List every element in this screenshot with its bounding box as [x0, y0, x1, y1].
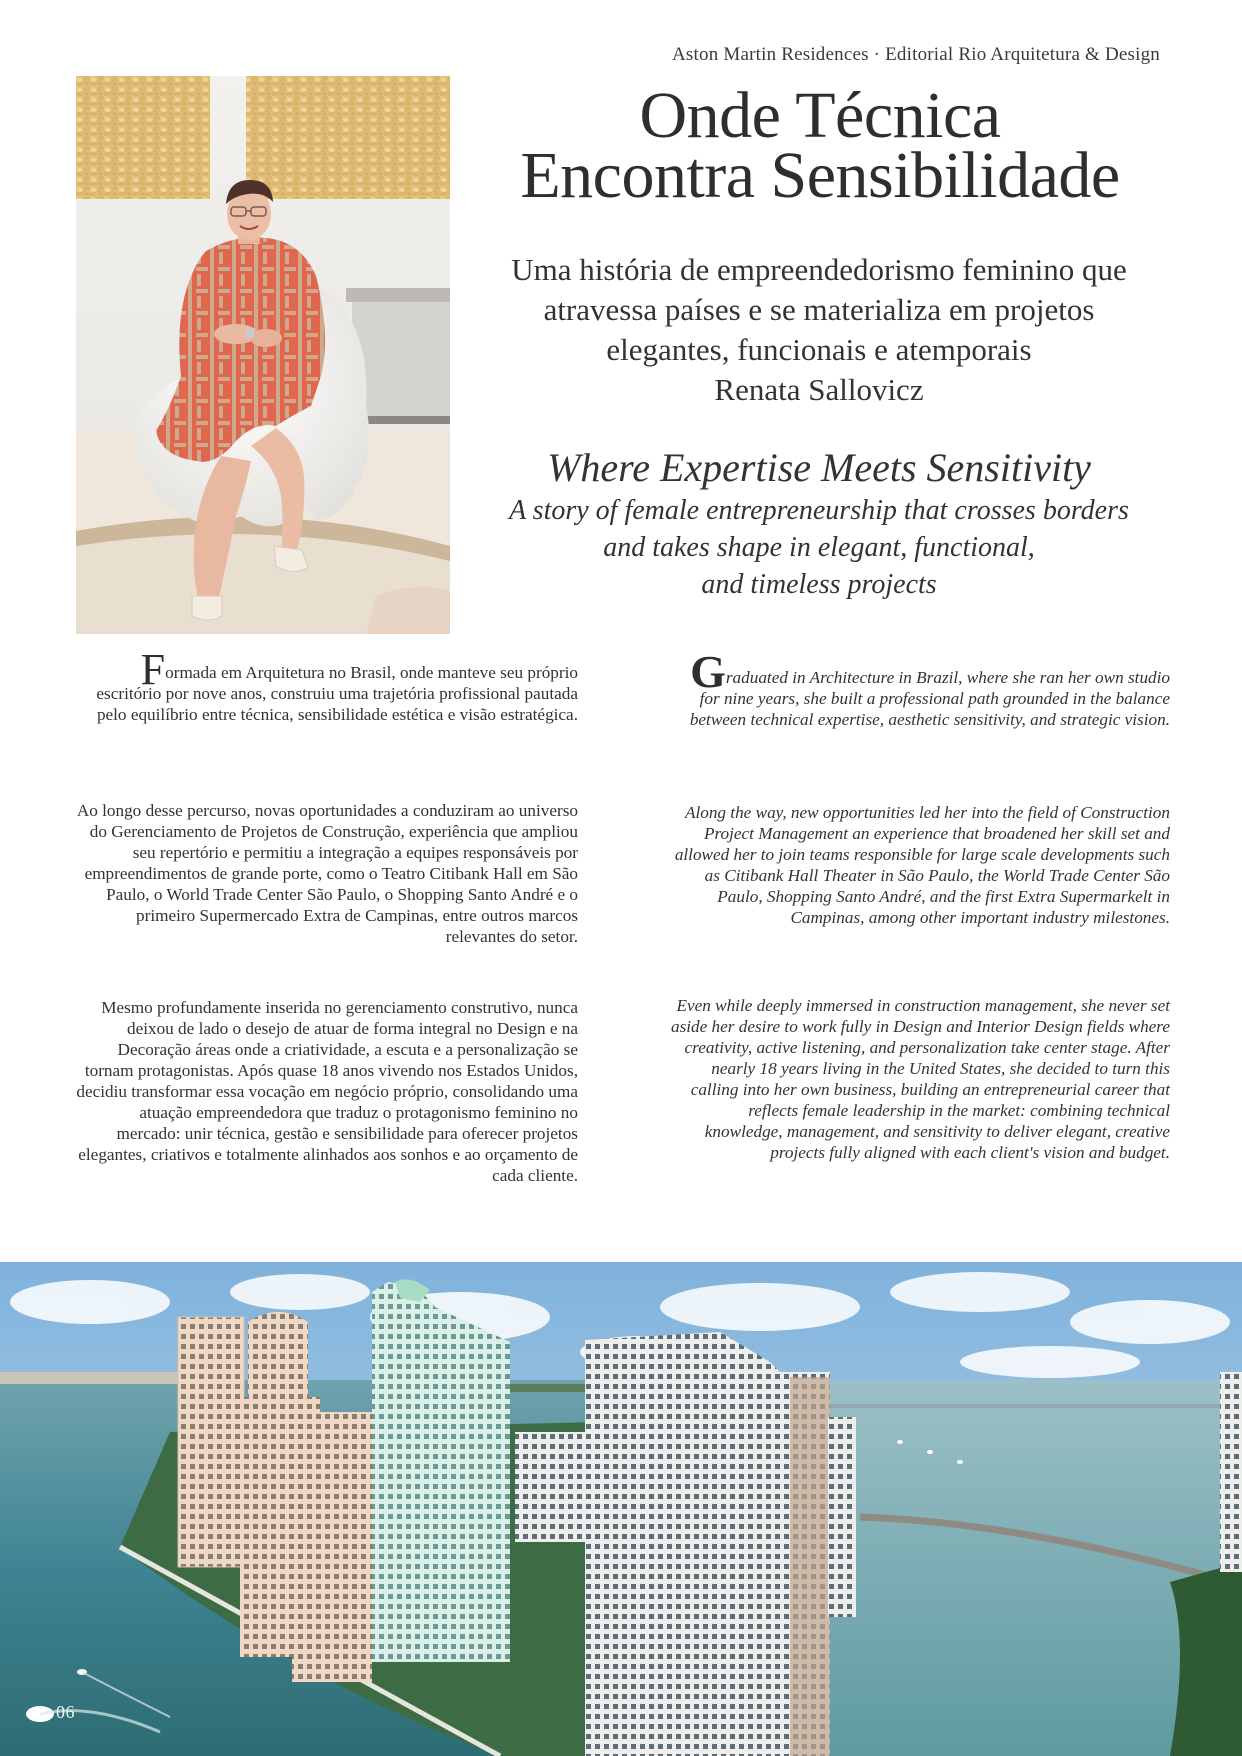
- body-en-paragraph-1: [670, 646, 1170, 730]
- headline-english: Where Expertise Meets Sensitivity: [547, 445, 1091, 490]
- headline-line-1: Onde Técnica: [639, 79, 1001, 152]
- paragraph-text: ormada em Arquitetura no Brasil, onde manteve seu próprio escritório por nove anos, construiu uma trajetória profissional pautada pelo equilíbrio entre técnica, sensibilidade estética e visão estratégica.: [96, 663, 578, 724]
- subtitle-pt-line-2: atravessa países e se materializa em projetos: [543, 292, 1095, 327]
- body-pt-paragraph-3: [76, 997, 578, 1186]
- headline-line-2: Encontra Sensibilidade: [520, 139, 1120, 212]
- paragraph-text: raduated in Architecture in Brazil, where she ran her own studio for nine years, she built a professional path grounded in the balance between technical expertise, aesthetic sensitivity, and strategic vision.: [689, 668, 1170, 729]
- publication-kicker: Aston Martin Residences · Editorial Rio Arquitetura & Design: [672, 44, 1160, 65]
- page-number: 06: [56, 1702, 75, 1722]
- subtitle-portuguese: [462, 250, 1176, 410]
- subtitle-pt-line-3: elegantes, funcionais e atemporais: [606, 332, 1032, 367]
- subtitle-pt-line-1: Uma história de empreendedorismo feminino que: [511, 252, 1127, 287]
- paragraph-text: Mesmo profundamente inserida no gerenciamento construtivo, nunca deixou de lado o desejo de atuar de forma integral no Design e na Decoração áreas onde a criatividade, a escuta e a personalização se tornam protagonistas. Após quase 18 anos vivendo nos Estados Unidos, decidiu transformar essa vocação em negócio próprio, consolidando uma atuação empreendedora que traduz o protagonismo feminino no mercado: unir técnica, gestão e sensibilidade para oferecer projetos elegantes, criativos e totalmente alinhados aos sonhos e ao orçamento de cada cliente.: [76, 998, 578, 1185]
- paragraph-text: Ao longo desse percurso, novas oportunidades a conduziram ao universo do Gerenciamento de Projetos de Construção, experiência que ampliou seu repertório e permitiu a integração a equipes responsáveis por empreendimentos de grande porte, como o Teatro Citibank Hall em São Paulo, o World Trade Center São Paulo, o Shopping Santo André e o primeiro Supermercado Extra de Campinas, entre outros marcos relevantes do setor.: [76, 801, 578, 946]
- drop-cap: G: [690, 646, 726, 697]
- subtitle-en-line-1: A story of female entrepreneurship that crosses borders: [509, 495, 1129, 526]
- paragraph-text: Along the way, new opportunities led her into the field of Construction Project Management an experience that broadened her skill set and allowed her to join teams responsible for large scale developments such as Citibank Hall Theater in São Paulo, the World Trade Center São Paulo, Shopping Santo André, and the first Extra Supermarkelt in Campinas, among other important industry milestones.: [674, 803, 1170, 927]
- subtitle-english: [462, 492, 1176, 603]
- body-pt-paragraph-2: [76, 800, 578, 947]
- cityscape-photo: [0, 1262, 1242, 1756]
- subtitle-en-line-3: and timeless projects: [701, 569, 937, 600]
- subtitle-en-line-2: and takes shape in elegant, functional,: [603, 532, 1035, 563]
- body-en-paragraph-2: [670, 802, 1170, 928]
- portrait-photo: [76, 76, 450, 634]
- body-pt-paragraph-1: [76, 645, 578, 725]
- headline: [460, 79, 1180, 212]
- drop-cap: F: [140, 645, 166, 694]
- body-en-paragraph-3: [670, 995, 1170, 1163]
- author-name: Renata Sallovicz: [714, 372, 924, 407]
- paragraph-text: Even while deeply immersed in construction management, she never set aside her desire to work fully in Design and Interior Design fields where creativity, active listening, and personalization take center stage. After nearly 18 years living in the United States, she decided to turn this calling into her own business, building an entrepreneurial career that reflects female leadership in the market: combining technical knowledge, management, and sensitivity to deliver elegant, creative projects fully aligned with each client's vision and budget.: [670, 996, 1170, 1162]
